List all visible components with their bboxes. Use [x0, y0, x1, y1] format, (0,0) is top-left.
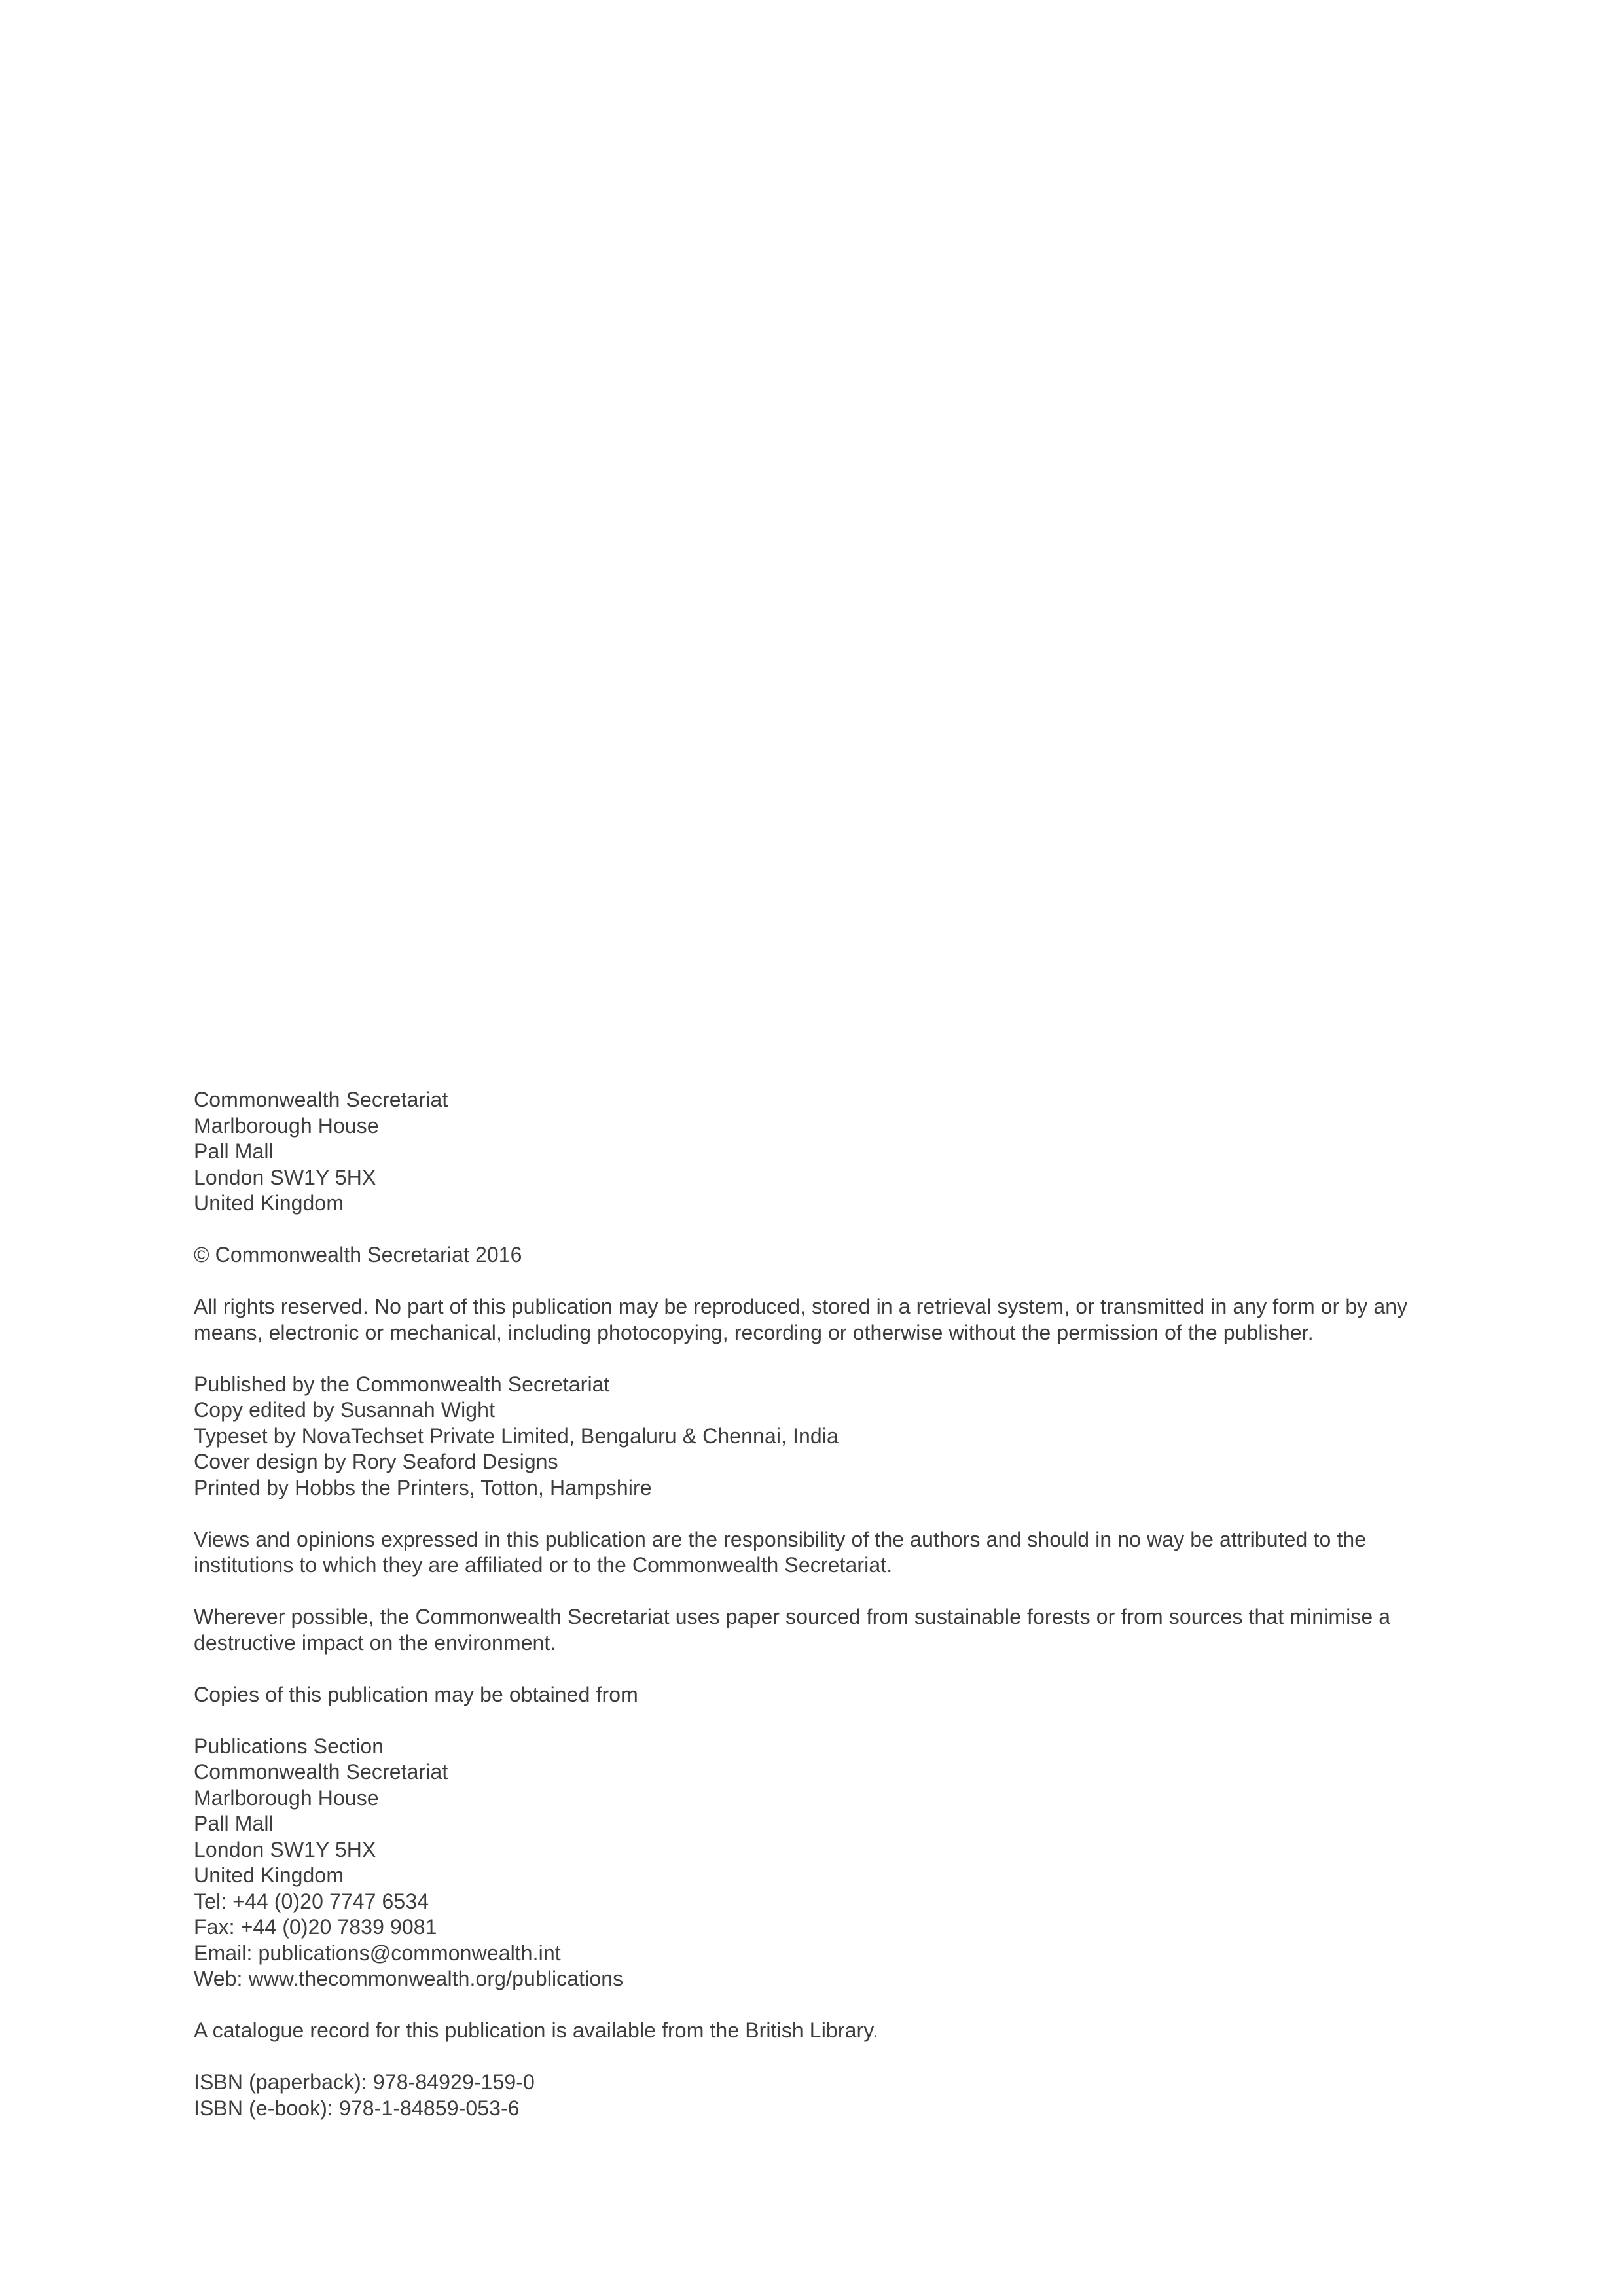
telephone-line: Tel: +44 (0)20 7747 6534: [194, 1889, 429, 1913]
address-line: Commonwealth Secretariat: [194, 1088, 448, 1111]
contact-line: Marlborough House: [194, 1785, 379, 1810]
environment-statement: [194, 1604, 1437, 1656]
credit-line: Printed by Hobbs the Printers, Totton, Hampshire: [194, 1475, 652, 1499]
imprint-text: [194, 1087, 1437, 2121]
isbn-line: ISBN (e-book): 978-1-84859-053-6: [194, 2096, 520, 2120]
isbn-line: ISBN (paperback): 978-84929-159-0: [194, 2070, 535, 2094]
copies-intro: [194, 1682, 1437, 1708]
contact-line: Commonwealth Secretariat: [194, 1760, 448, 1784]
rights-line: All rights reserved. No part of this publication may be reproduced, stored in a retrieval system, or transmitted in any form or by any: [194, 1295, 1408, 1318]
web-line: Web: www.thecommonwealth.org/publications: [194, 1967, 624, 1990]
address-line: United Kingdom: [194, 1191, 344, 1215]
environment-line: destructive impact on the environment.: [194, 1630, 556, 1655]
contact-line: United Kingdom: [194, 1863, 344, 1887]
rights-statement: [194, 1294, 1437, 1346]
credit-line: Cover design by Rory Seaford Designs: [194, 1450, 558, 1473]
credit-line: Published by the Commonwealth Secretariat: [194, 1372, 610, 1396]
disclaimer: [194, 1527, 1437, 1579]
address-line: London SW1Y 5HX: [194, 1165, 376, 1189]
fax-line: Fax: +44 (0)20 7839 9081: [194, 1915, 437, 1939]
credit-line: Copy edited by Susannah Wight: [194, 1398, 496, 1422]
isbn-numbers: [194, 2070, 1437, 2121]
address-line: Pall Mall: [194, 1139, 274, 1163]
environment-line: Wherever possible, the Commonwealth Secretariat uses paper sourced from sustainable forests or from sources that minimise a: [194, 1605, 1391, 1628]
credit-line: Typeset by NovaTechset Private Limited, Bengaluru & Chennai, India: [194, 1424, 839, 1448]
catalogue-line: A catalogue record for this publication is available from the British Library.: [194, 2018, 878, 2042]
disclaimer-line: Views and opinions expressed in this publication are the responsibility of the authors and should in no way be attributed to the: [194, 1527, 1367, 1551]
production-credits: [194, 1372, 1437, 1501]
rights-line: means, electronic or mechanical, including photocopying, recording or otherwise without the permission of the publisher.: [194, 1320, 1314, 1344]
address-line: Marlborough House: [194, 1113, 379, 1138]
disclaimer-line: institutions to which they are affiliated or to the Commonwealth Secretariat.: [194, 1553, 893, 1577]
contact-line: London SW1Y 5HX: [194, 1837, 376, 1861]
publications-contact: [194, 1734, 1437, 1992]
secretariat-address: [194, 1087, 1437, 1217]
catalogue-record: [194, 2018, 1437, 2044]
contact-line: Pall Mall: [194, 1812, 274, 1835]
copyright-line: © Commonwealth Secretariat 2016: [194, 1243, 522, 1266]
email-line: Email: publications@commonwealth.int: [194, 1941, 561, 1965]
contact-line: Publications Section: [194, 1734, 384, 1758]
copies-intro-line: Copies of this publication may be obtained from: [194, 1682, 638, 1706]
copyright-notice: [194, 1242, 1437, 1268]
